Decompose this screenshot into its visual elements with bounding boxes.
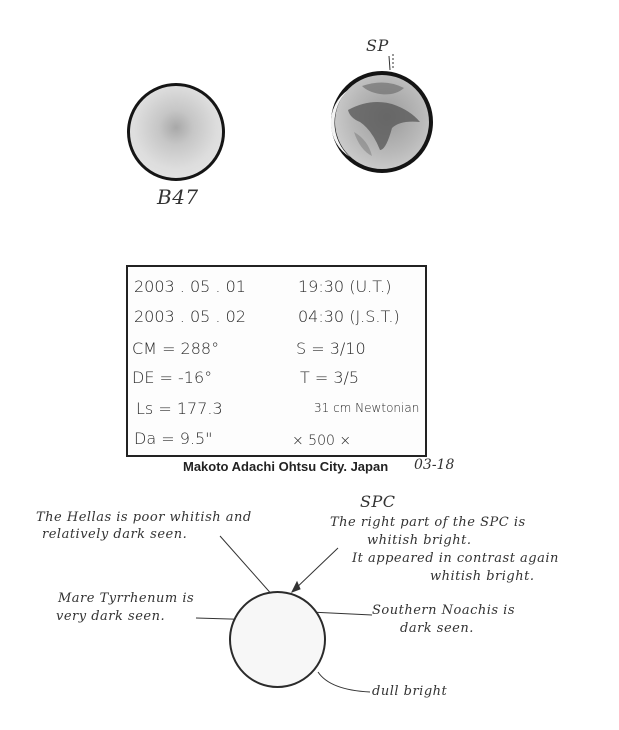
telescope: 31 cm Newtonian	[314, 401, 420, 415]
note-spc-line4: whitish bright.	[430, 569, 535, 584]
disk-left-label: B47	[157, 185, 199, 209]
declination-earth: DE = -16°	[132, 368, 213, 387]
ut-date: 2003 . 05 . 01	[134, 277, 246, 296]
jst-time: 04:30 (J.S.T.)	[298, 307, 400, 326]
note-spc-line2: whitish bright.	[367, 533, 472, 548]
note-limb: dull bright	[372, 684, 448, 699]
note-noachis-line2: dark seen.	[400, 621, 474, 636]
apparent-diameter: Da = 9.5"	[134, 429, 213, 448]
ut-time: 19:30 (U.T.)	[298, 277, 392, 296]
observation-code: 03-18	[414, 457, 455, 473]
central-meridian: CM = 288°	[132, 339, 220, 358]
solar-longitude: Ls = 177.3	[136, 399, 223, 418]
note-tyrrhenum-line2: very dark seen.	[56, 609, 166, 624]
note-noachis-line1: Southern Noachis is	[372, 603, 516, 618]
note-spc-title: SPC	[360, 492, 396, 511]
mars-disk-bottom	[229, 591, 326, 688]
note-tyrrhenum-line1: Mare Tyrrhenum is	[58, 591, 195, 606]
seeing: S = 3/10	[296, 339, 366, 358]
mars-disk-left	[127, 83, 225, 181]
magnification: × 500 ×	[292, 433, 352, 449]
note-hellas-line1: The Hellas is poor whitish and	[36, 510, 252, 525]
note-spc-line3: It appeared in contrast again	[352, 551, 559, 566]
note-spc-line1: The right part of the SPC is	[330, 515, 526, 530]
sp-marker-tick	[389, 56, 390, 70]
sp-label: SP	[366, 36, 389, 55]
observer-credit: Makoto Adachi Ohtsu City. Japan	[183, 459, 389, 474]
observation-info-box	[126, 265, 427, 457]
jst-date: 2003 . 05 . 02	[134, 307, 246, 326]
transparency: T = 3/5	[300, 368, 360, 387]
mars-disk-right	[331, 73, 431, 171]
note-hellas-line2: relatively dark seen.	[42, 527, 188, 542]
